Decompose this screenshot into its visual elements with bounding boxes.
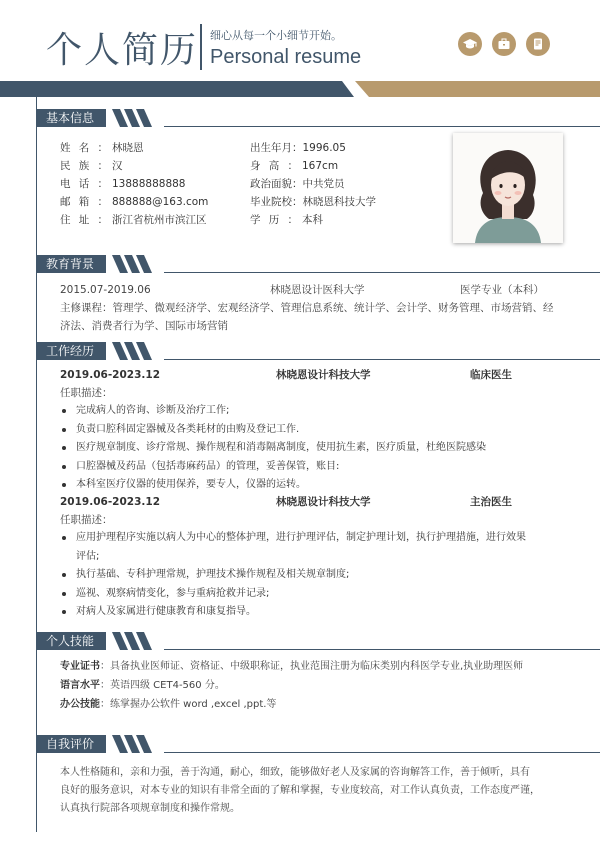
section-underline bbox=[164, 272, 600, 273]
section-slash-decoration bbox=[110, 735, 168, 753]
timeline-line bbox=[36, 97, 37, 832]
section-slash-decoration bbox=[110, 342, 168, 360]
header-band-dark-tip bbox=[334, 81, 354, 97]
list-item: 对病人及家属进行健康教育和康复指导。 bbox=[60, 603, 560, 622]
list-item: 本科室医疗仪器的使用保养，要专人，仪器的运转。 bbox=[60, 476, 560, 495]
job1-duties bbox=[60, 402, 560, 495]
list-item: 应用护理程序实施以病人为中心的整体护理，进行护理评估，制定护理计划，执行护理措施，进行效果 bbox=[60, 529, 560, 548]
self-eval-line1: 本人性格随和，亲和力强，善于沟通，耐心，细致，能够做好老人及家属的咨询解答工作，善于倾听，具有 bbox=[60, 767, 530, 778]
self-eval-line3: 认真执行院部各项规章制度和操作常规。 bbox=[60, 803, 240, 814]
list-item: 执行基础、专科护理常规，护理技术操作规程及相关规章制度; bbox=[60, 566, 560, 585]
section-slash-decoration bbox=[110, 255, 168, 273]
section-slash-decoration bbox=[110, 632, 168, 650]
page-title-english: Personal resume bbox=[210, 46, 362, 68]
list-item: 医疗规章制度、诊疗常规、操作规程和消毒隔离制度，使用抗生素，医疗质量，杜绝医院感染 bbox=[60, 439, 560, 458]
section-title: 基本信息 bbox=[36, 109, 106, 127]
section-title: 自我评价 bbox=[36, 735, 106, 753]
info-birth: 出生年月：1996.05 bbox=[250, 142, 346, 154]
job1-desc-label: 任职描述： bbox=[60, 387, 113, 399]
list-item: 完成病人的咨询、诊断及治疗工作; bbox=[60, 402, 560, 421]
profile-photo bbox=[453, 133, 563, 243]
section-underline bbox=[164, 126, 600, 127]
edu-courses-line2: 济法、消费者行为学、国际市场营销 bbox=[60, 320, 228, 332]
graduation-cap-icon bbox=[458, 32, 482, 56]
edu-school: 林晓恩设计医科大学 bbox=[270, 284, 365, 296]
job2-duties bbox=[60, 529, 560, 622]
skill-cert: 专业证书：具备执业医师证、资格证、中级职称证，执业范围注册为临床类别内科医学专业,执业助理医师 bbox=[60, 661, 524, 672]
section-slash-decoration bbox=[110, 109, 168, 127]
self-eval-line2: 良好的服务意识，对本专业的知识有非常全面的了解和掌握，专业度较高，对工作认真负责，工作态度严谨， bbox=[60, 785, 540, 796]
edu-courses-line1: 主修课程：管理学、微观经济学、宏观经济学、管理信息系统、统计学、会计学、财务管理、市场营销、经 bbox=[60, 302, 554, 314]
job2-desc-label: 任职描述： bbox=[60, 514, 113, 526]
section-underline bbox=[164, 649, 600, 650]
info-name: 姓名： 林晓恩 bbox=[60, 142, 144, 154]
info-email: 邮箱： 888888@163.com bbox=[60, 196, 209, 208]
job2-period: 2019.06-2023.12 bbox=[60, 496, 161, 508]
section-title: 工作经历 bbox=[36, 342, 106, 360]
header-icons bbox=[458, 32, 550, 56]
list-item: 口腔器械及药品（包括毒麻药品）的管理，妥善保管，账目: bbox=[60, 458, 560, 477]
job2-role: 主治医生 bbox=[470, 496, 512, 508]
section-underline bbox=[164, 752, 600, 753]
info-ethnic: 民族： 汉 bbox=[60, 160, 123, 172]
briefcase-icon bbox=[492, 32, 516, 56]
job2-company: 林晓恩设计科技大学 bbox=[276, 496, 371, 508]
header-band-gold bbox=[347, 81, 600, 97]
header-band-dark bbox=[0, 81, 340, 97]
page-subtitle: 细心从每一个小细节开始。 bbox=[210, 29, 342, 42]
skill-language: 语言水平：英语四级 CET4-560 分。 bbox=[60, 680, 225, 691]
edu-period: 2015.07-2019.06 bbox=[60, 284, 151, 296]
info-phone: 电话： 13888888888 bbox=[60, 178, 186, 190]
section-title: 教育背景 bbox=[36, 255, 106, 273]
skill-office: 办公技能：练掌握办公软件 word ,excel ,ppt.等 bbox=[60, 699, 277, 710]
info-degree: 学历： 本科 bbox=[250, 214, 323, 226]
document-icon bbox=[526, 32, 550, 56]
page-title: 个人简历 bbox=[46, 30, 199, 71]
list-item: 巡视、观察病情变化，参与重病抢救并记录; bbox=[60, 585, 560, 604]
job1-role: 临床医生 bbox=[470, 369, 512, 381]
section-title: 个人技能 bbox=[36, 632, 106, 650]
info-school: 毕业院校：林晓恩科技大学 bbox=[250, 196, 376, 208]
list-item-continuation: 评估; bbox=[76, 550, 100, 562]
section-underline bbox=[164, 359, 600, 360]
info-height: 身高： 167cm bbox=[250, 160, 339, 172]
info-politics: 政治面貌：中共党员 bbox=[250, 178, 345, 190]
title-divider bbox=[200, 24, 202, 70]
info-address: 住址： 浙江省杭州市滨江区 bbox=[60, 214, 207, 226]
job1-period: 2019.06-2023.12 bbox=[60, 369, 161, 381]
job1-company: 林晓恩设计科技大学 bbox=[276, 369, 371, 381]
edu-major: 医学专业（本科） bbox=[460, 284, 544, 296]
list-item: 负责口腔科固定器械及各类耗材的由购及登记工作. bbox=[60, 421, 560, 440]
